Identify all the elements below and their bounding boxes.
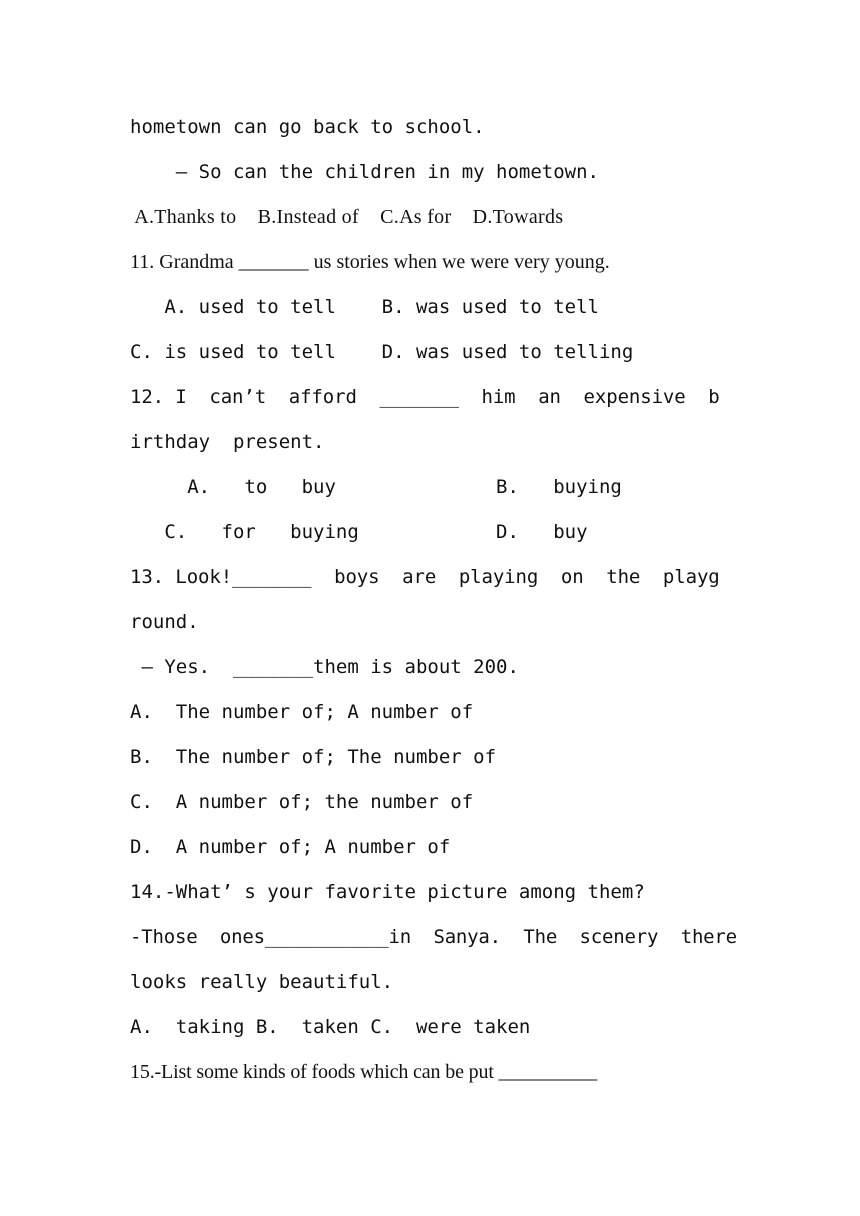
option-d: D. A number of; A number of xyxy=(130,836,451,858)
options-line: C. for buying D. buy xyxy=(130,521,588,543)
text-line: -Those ones___________in Sanya. The scenery there xyxy=(130,926,737,948)
question-14: 14.-What’ s your favorite picture among them? xyxy=(130,881,645,903)
options-line: A. to buy B. buying xyxy=(130,476,622,498)
options-line: A. used to tell B. was used to tell xyxy=(130,296,599,318)
text-line: — So can the children in my hometown. xyxy=(130,161,599,183)
text-line: hometown can go back to school. xyxy=(130,116,485,138)
question-13: 13. Look!_______ boys are playing on the playg xyxy=(130,566,720,588)
text-line: irthday present. xyxy=(130,431,325,453)
options-line: A.Thanks to B.Instead of C.As for D.Towards xyxy=(130,206,564,228)
text-line: looks really beautiful. xyxy=(130,971,394,993)
options-line: A. taking B. taken C. were taken xyxy=(130,1016,531,1038)
option-a: A. The number of; A number of xyxy=(130,701,474,723)
text-line: round. xyxy=(130,611,199,633)
option-c: C. A number of; the number of xyxy=(130,791,474,813)
question-15: 15.-List some kinds of foods which can be put __________ xyxy=(130,1061,598,1083)
question-11: 11. Grandma _______ us stories when we were very young. xyxy=(130,251,610,273)
option-b: B. The number of; The number of xyxy=(130,746,497,768)
question-12: 12. I can’t afford _______ him an expensive b xyxy=(130,386,720,408)
options-line: C. is used to tell D. was used to telling xyxy=(130,341,634,363)
text-line: — Yes. _______them is about 200. xyxy=(130,656,519,678)
